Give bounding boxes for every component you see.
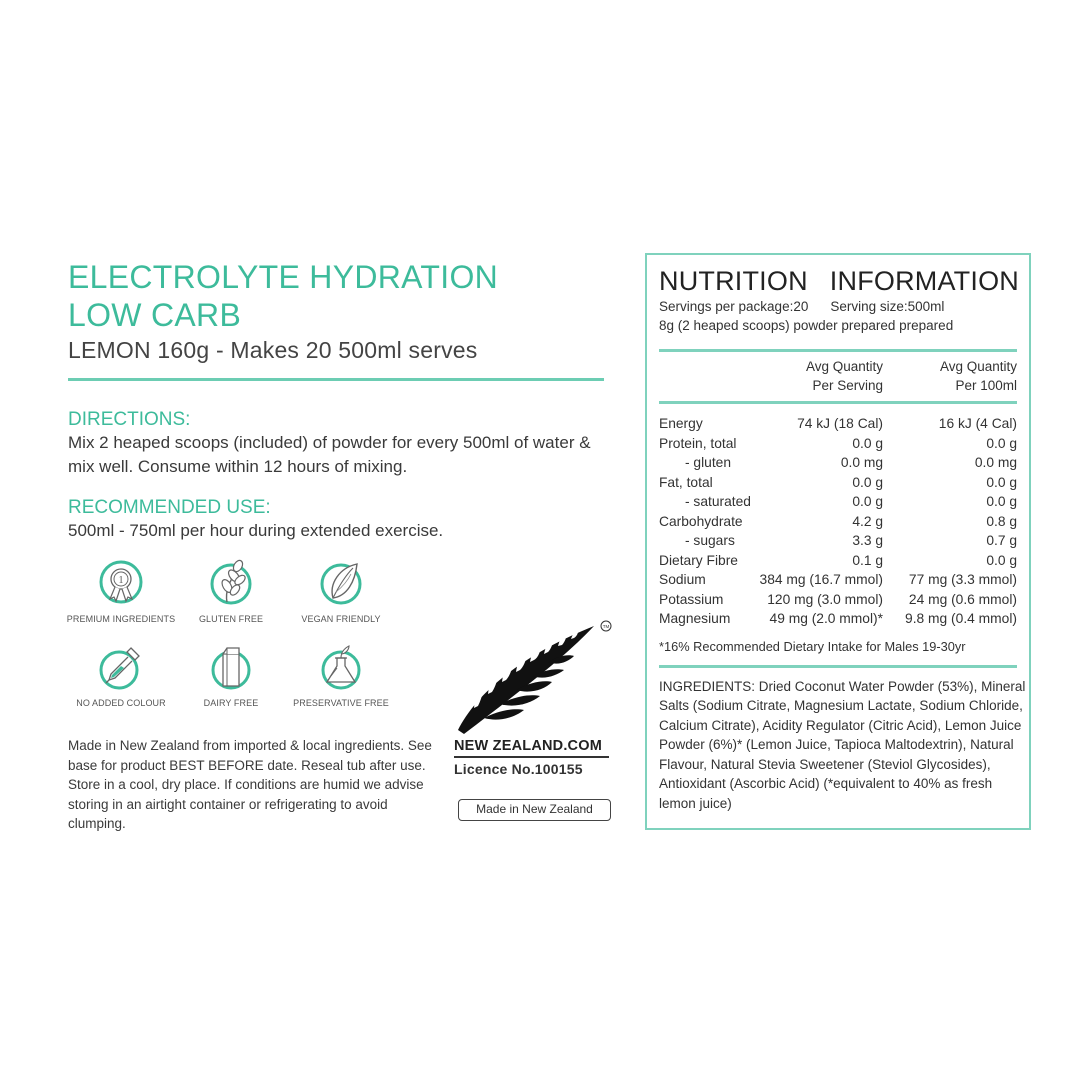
badge-label: DAIRY FREE [203,698,259,708]
badge-premium-ingredients [66,556,176,624]
badge-label: PRESERVATIVE FREE [293,698,389,708]
made-in-nz-badge: Made in New Zealand [458,799,611,821]
badge-label: PREMIUM INGREDIENTS [66,614,176,624]
nz-brand-text: NEW ZEALAND.COM [454,738,602,754]
badge-dairy-free [176,640,286,708]
badge-grid [66,556,396,708]
table-row: Energy 74 kJ (18 Cal) 16 kJ (4 Cal) [659,416,1017,431]
nutrition-table [659,414,1019,629]
table-row: - gluten 0.0 mg 0.0 mg [685,455,1017,470]
recommended-use-text: 500ml - 750ml per hour during extended exercise. [68,521,444,540]
table-row: Dietary Fibre 0.1 g 0.0 g [659,552,1017,568]
table-row: Carbohydrate 4.2 g 0.8 g [659,513,1017,529]
product-info [68,258,608,543]
nutrition-panel [645,253,1031,830]
flask-icon [315,640,367,692]
table-row: Fat, total 0.0 g 0.0 g [659,474,1017,490]
table-row: - saturated 0.0 g 0.0 g [685,494,1017,509]
nutrition-divider [659,349,1017,352]
product-title-line1: ELECTROLYTE HYDRATION [68,259,499,295]
badge-preservative-free [286,640,396,708]
milk-carton-icon [205,640,257,692]
title-divider [68,378,604,381]
table-row: - sugars 3.3 g 0.7 g [685,533,1017,548]
recommended-use-heading: RECOMMENDED USE: [68,497,271,518]
table-row: Magnesium 49 mg (2.0 mmol)* 9.8 mg (0.4 mmol) [659,611,1017,626]
wheat-icon [205,556,257,608]
badge-label: GLUTEN FREE [198,614,264,624]
nutrition-divider [659,665,1017,668]
nutrition-column-headers [659,357,1019,395]
rdi-footnote: *16% Recommended Dietary Intake for Males 19-30yr [659,638,966,654]
storage-instructions: Made in New Zealand from imported & local ingredients. See base for product BEST BEFORE date. Reseal tub after use. Store in a cool, dry place. If conditions are humid we advise storing in an airtight container or refrigerating to avoid clumping. [68,738,432,831]
servings-per-package: Servings per package:20 [659,299,809,314]
nz-licence-text: Licence No.100155 [454,761,583,777]
award-ribbon-icon [95,556,147,608]
badge-label: VEGAN FRIENDLY [301,614,381,624]
svg-text:1: 1 [118,575,124,586]
leaf-icon [315,556,367,608]
silver-fern-icon [454,618,614,736]
product-subtitle: LEMON 160g - Makes 20 500ml serves [68,337,478,363]
new-zealand-logo [454,618,616,821]
directions-text: Mix 2 heaped scoops (included) of powder for every 500ml of water & mix well. Consume within 12 hours of mixing. [68,433,591,476]
badge-label: NO ADDED COLOUR [76,698,166,708]
col-per-serving: Avg Quantity Per Serving [805,359,883,393]
table-row: Sodium 384 mg (16.7 mmol) 77 mg (3.3 mmol) [659,572,1017,587]
product-title-line2: LOW CARB [68,297,242,333]
table-row: Protein, total 0.0 g 0.0 g [659,435,1017,451]
dropper-icon [95,640,147,692]
directions-heading: DIRECTIONS: [68,409,191,430]
nz-rule [454,756,609,758]
badge-gluten-free [176,556,286,624]
badge-no-added-colour [66,640,176,708]
col-per-100ml: Avg Quantity Per 100ml [939,359,1017,393]
badge-vegan-friendly [286,556,396,624]
serving-size: Serving size:500ml [830,299,945,314]
servings-info [659,297,1019,316]
svg-text:TM: TM [602,624,610,629]
nutrition-title: NUTRITION INFORMATION [659,266,1019,296]
nutrition-divider [659,401,1017,404]
serving-note: 8g (2 heaped scoops) powder prepared prepared [659,318,954,333]
table-row: Potassium 120 mg (3.0 mmol) 24 mg (0.6 mmol) [659,591,1017,607]
ingredients-text: INGREDIENTS: Dried Coconut Water Powder (53%), Mineral Salts (Sodium Citrate, Magnesium Lactate, Sodium Chloride, Calcium Citrate), Acidity Regulator (Citric Acid), Lemon Juice Powder (6%)* (Lemon Juice, Tapioca Maltodextrin), Natural Flavour, Natural Stevia Sweetener (Steviol Glycosides), Antioxidant (Ascorbic Acid) (*equivalent to 40% as fresh lemon juice) [659,678,1026,812]
